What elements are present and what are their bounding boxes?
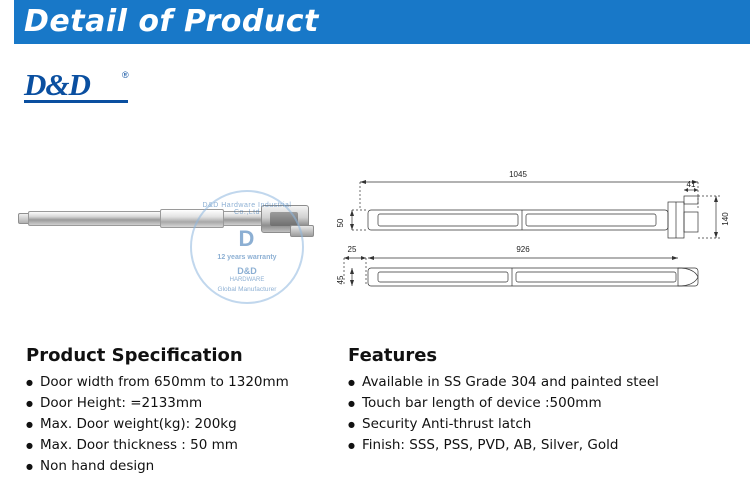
list-item: ● Max. Door thickness : 50 mm bbox=[26, 435, 346, 456]
header-accent-bar bbox=[0, 0, 14, 44]
dim-offset: 25 bbox=[347, 245, 357, 254]
watermark-top-text: D&D Hardware Industrial Co.,Ltd bbox=[202, 202, 292, 216]
features-list bbox=[348, 372, 743, 456]
list-item: ● Door Height: =2133mm bbox=[26, 393, 346, 414]
watermark-brand-sub: HARDWARE bbox=[229, 277, 265, 283]
page-header bbox=[0, 0, 750, 44]
dim-top-height: 41 bbox=[686, 180, 696, 189]
list-item: ● Max. Door weight(kg): 200kg bbox=[26, 414, 346, 435]
product-photo bbox=[10, 120, 330, 330]
page-title: Detail of Product bbox=[24, 4, 319, 39]
watermark-seal bbox=[190, 190, 304, 304]
dim-bottom-height: 45 bbox=[336, 275, 345, 285]
dim-bar-length: 926 bbox=[516, 245, 530, 254]
brand-logo bbox=[24, 68, 134, 108]
dim-overall-length: 1045 bbox=[509, 170, 527, 179]
watermark-bottom-text: Global Manufacturer bbox=[217, 286, 277, 293]
specification-title: Product Specification bbox=[26, 345, 243, 366]
list-item: ● Available in SS Grade 304 and painted steel bbox=[348, 372, 743, 393]
list-item: ● Touch bar length of device :500mm bbox=[348, 393, 743, 414]
features-block bbox=[348, 345, 743, 456]
watermark-brand-name: D&D bbox=[237, 266, 257, 276]
list-item: ● Non hand design bbox=[26, 456, 346, 477]
features-title: Features bbox=[348, 345, 438, 366]
specification-list bbox=[26, 372, 346, 477]
list-item: ● Finish: SSS, PSS, PVD, AB, Silver, Gold bbox=[348, 435, 743, 456]
watermark-years-text: 12 years warranty bbox=[217, 254, 277, 261]
dim-left-height: 50 bbox=[336, 218, 345, 228]
list-item: ● Security Anti-thrust latch bbox=[348, 414, 743, 435]
list-item: ● Door width from 650mm to 1320mm bbox=[26, 372, 346, 393]
watermark-center-letter: D bbox=[238, 226, 256, 251]
logo-text: D&D bbox=[24, 67, 90, 102]
product-specification-block bbox=[26, 345, 346, 477]
technical-drawing bbox=[330, 160, 740, 315]
dim-right-height: 140 bbox=[721, 212, 730, 226]
registered-trademark-icon: ® bbox=[122, 70, 129, 80]
